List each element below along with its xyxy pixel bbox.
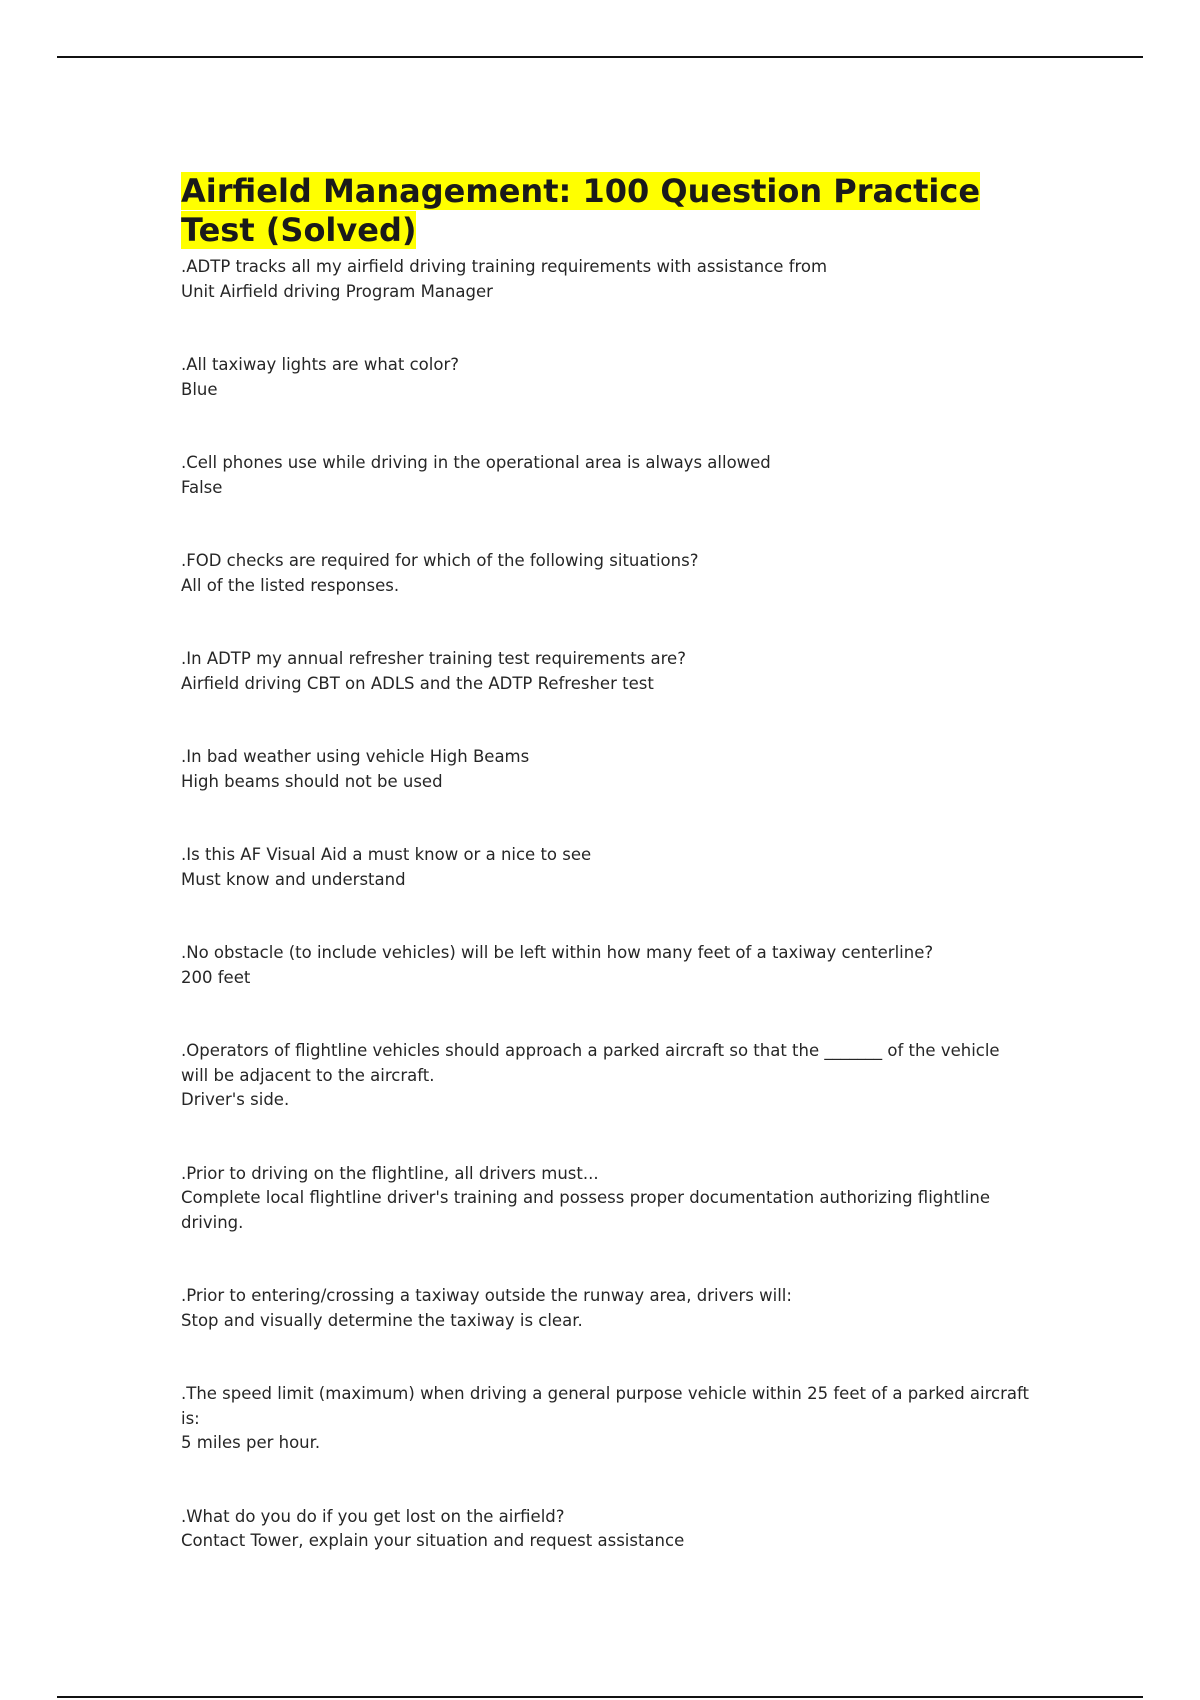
- qa-item: [181, 255, 1031, 304]
- answer-text: Stop and visually determine the taxiway is clear.: [181, 1310, 583, 1330]
- question-text: .No obstacle (to include vehicles) will be left within how many feet of a taxiway centerline?: [181, 943, 934, 962]
- qa-item: [181, 1382, 1031, 1456]
- qa-item: [181, 451, 1031, 500]
- qa-item: [181, 1039, 1031, 1113]
- question-text: .Cell phones use while driving in the operational area is always allowed: [181, 453, 771, 472]
- footer-rule: [57, 1696, 1143, 1698]
- answer-text: 5 miles per hour.: [181, 1433, 321, 1452]
- answer-text: High beams should not be used: [181, 771, 443, 791]
- qa-item: [181, 843, 1031, 892]
- question-text: .FOD checks are required for which of the following situations?: [181, 551, 699, 570]
- qa-item: [181, 745, 1031, 794]
- qa-item: [181, 1284, 1031, 1333]
- qa-item: [181, 647, 1031, 696]
- answer-text: Contact Tower, explain your situation and request assistance: [181, 1531, 685, 1550]
- question-text: .In ADTP my annual refresher training test requirements are?: [181, 649, 686, 668]
- document-body: [181, 172, 1031, 1603]
- answer-text: Blue: [181, 379, 218, 399]
- answer-text: Complete local flightline driver's training and possess proper documentation authorizing flightline driving.: [181, 1188, 990, 1232]
- question-text: .Prior to entering/crossing a taxiway outside the runway area, drivers will:: [181, 1286, 792, 1305]
- qa-item: [181, 353, 1031, 402]
- question-text: .ADTP tracks all my airfield driving training requirements with assistance from: [181, 257, 828, 276]
- header-rule: [57, 56, 1143, 58]
- document-title: [181, 172, 1031, 250]
- qa-item: [181, 549, 1031, 598]
- question-text: .In bad weather using vehicle High Beams: [181, 747, 530, 766]
- question-text: .All taxiway lights are what color?: [181, 355, 459, 374]
- answer-text: Driver's side.: [181, 1090, 290, 1109]
- question-text: .Operators of flightline vehicles should approach a parked aircraft so that the _______ of the vehicle will be adjacent to the aircraft.: [181, 1041, 1000, 1085]
- answer-text: All of the listed responses.: [181, 575, 400, 595]
- qa-list: [181, 255, 1031, 1554]
- question-text: .Prior to driving on the flightline, all drivers must...: [181, 1163, 599, 1183]
- answer-text: Must know and understand: [181, 869, 406, 889]
- question-text: .Is this AF Visual Aid a must know or a nice to see: [181, 845, 592, 864]
- answer-text: Unit Airfield driving Program Manager: [181, 281, 493, 301]
- qa-item: [181, 1505, 1031, 1554]
- answer-text: False: [181, 477, 223, 497]
- qa-item: [181, 1162, 1031, 1236]
- qa-item: [181, 941, 1031, 990]
- answer-text: 200 feet: [181, 967, 251, 987]
- question-text: .What do you do if you get lost on the airfield?: [181, 1506, 565, 1526]
- title-highlight: Airfield Management: 100 Question Practice Test (Solved): [181, 172, 981, 249]
- question-text: .The speed limit (maximum) when driving a general purpose vehicle within 25 feet of a parked aircraft is:: [181, 1384, 1029, 1428]
- answer-text: Airfield driving CBT on ADLS and the ADTP Refresher test: [181, 673, 654, 693]
